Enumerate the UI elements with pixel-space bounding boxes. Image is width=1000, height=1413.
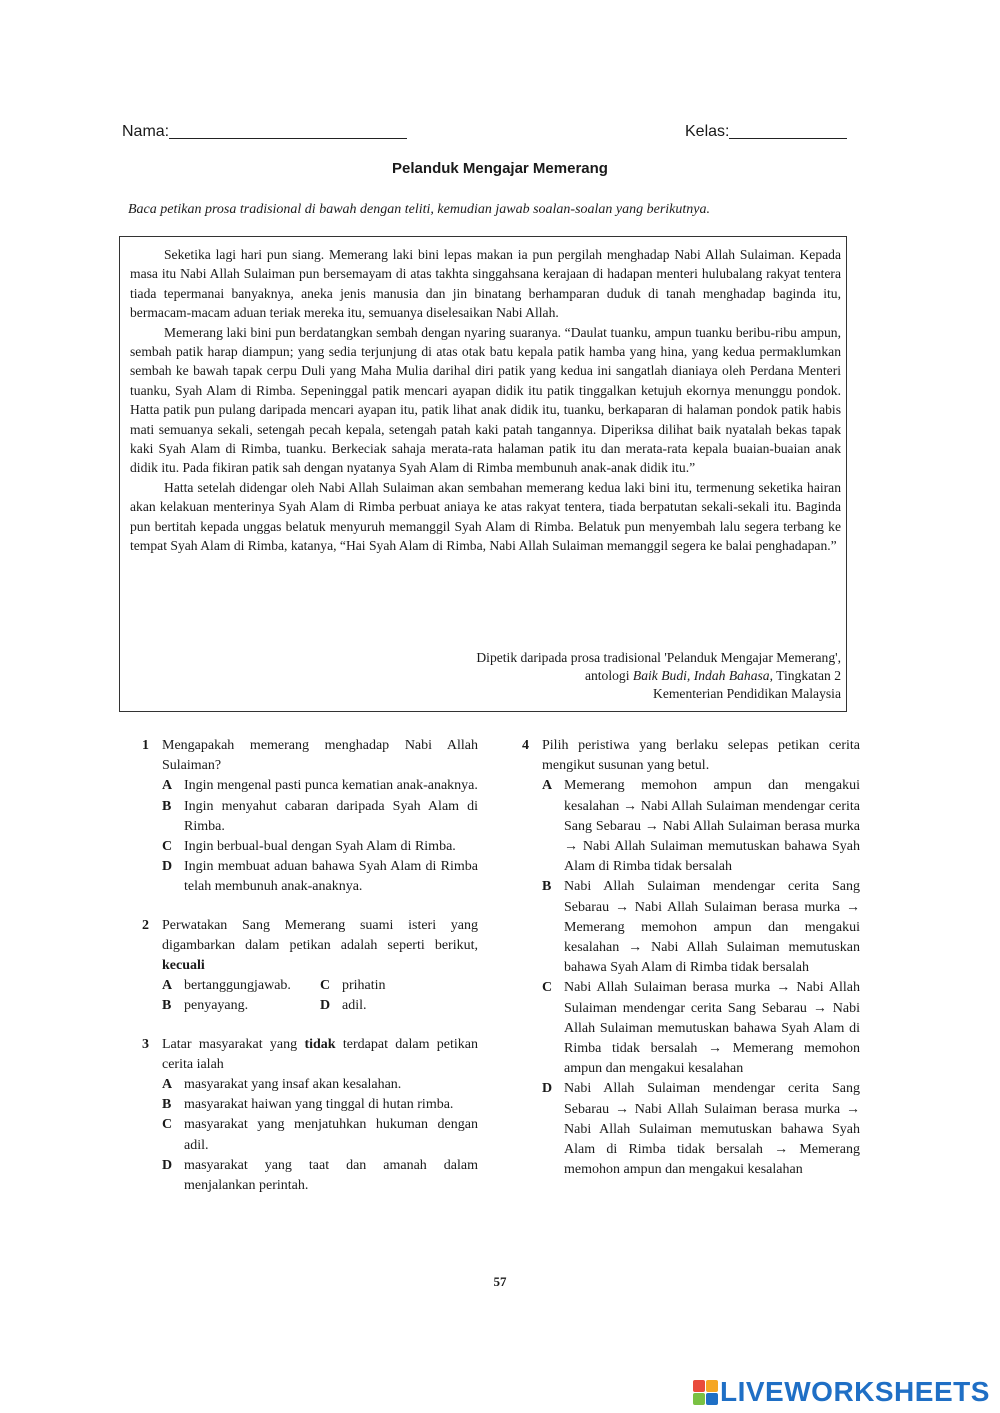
class-field	[685, 122, 847, 141]
citation-line: Kementerian Pendidikan Malaysia	[653, 686, 841, 701]
citation-book-title: Baik Budi, Indah Bahasa	[632, 668, 770, 683]
logo-square	[706, 1393, 718, 1405]
logo-square	[693, 1393, 705, 1405]
citation-line: antologi Baik Budi, Indah Bahasa, Tingkatan 2	[584, 668, 841, 683]
option-a[interactable]: A Memerang memohon ampun dan mengakui kesalahan → Nabi Allah Sulaiman mendengar cerita Sang Sebarau → Nabi Allah Sulaiman berasa murka → Nabi Allah Sulaiman memutuskan bahawa Syah Alam di Rimba tidak bersalah	[542, 778, 860, 875]
logo-square	[706, 1380, 718, 1392]
question-number: 3	[142, 1036, 149, 1052]
question-3	[142, 1035, 478, 1197]
class-label: Kelas:	[685, 123, 730, 140]
passage-paragraph: Memerang laki bini pun berdatangkan sembah dengan nyaring suaranya. “Daulat tuanku, ampun tuanku beribu-ribu ampun, sembah patik harap diampun; yang sedia terjunjung di atas otak batu kepala patik hamba yang hina, yang kedua permaklumkan sembah ke bawah tapak cerpu Duli yang Maha Mulia darihal diri patik yang kedua ini sangatlah dianiaya oleh Perdana Menteri tuanku, Syah Alam di Rimba. Sepeninggal patik mencari ayapan didik itu patik tinggalkan ketujuh ekornya menunggu pondok. Hatta patik pun pulang daripada mencari ayapan itu, patik lihat anak didik itu, tuanku, berkaparan di halaman pondok patik habis mati semuanya sekali, setengah pecah kepala, setengah patah kaki patah tangannya. Diperiksa dilihat baik nyatalah bekas tapak kaki Syah Alam di Rimba, tuanku. Berkeciak sahaja merata-rata halaman patik itu dan merata-rata kepala buaian-buaian anak didik itu. Pada fikiran patik sah dengan nyatanya Syah Alam di Rimba membunuh anak-anak didik itu.”	[130, 324, 841, 476]
passage-citation	[476, 649, 841, 703]
liveworksheets-logo-icon	[693, 1380, 718, 1405]
option-d[interactable]: D Nabi Allah Sulaiman mendengar cerita Sang Sebarau → Nabi Allah Sulaiman berasa murka → Nabi Allah Sulaiman memutuskan bahawa Syah Alam di Rimba tidak bersalah → Memerang memohon ampun dan mengakui kesalahan	[542, 1081, 860, 1178]
question-number: 1	[142, 738, 149, 753]
questions-left-column	[142, 736, 478, 1196]
option-a[interactable]: A masyarakat yang insaf akan kesalahan.	[162, 1077, 402, 1093]
passage-paragraph: Seketika lagi hari pun siang. Memerang laki bini lepas makan ia pun pergilah menghadap Nabi Allah Sulaiman. Kepada masa itu Nabi Allah Sulaiman pun bersemayam di atas takhta singgahsana kerajaan di hadapan menteri hulubalang rakyat tentera tiada tepermanai banyaknya, aneka jenis manusia dan jin binatang berhamparan duduk di tanah menghadap baginda itu, bermacam-macam aduan teriak mereka itu, semuanya diselesaikan Nabi Allah.	[130, 247, 841, 321]
option-d[interactable]: D masyarakat yang taat dan amanah dalam menjalankan perintah.	[162, 1157, 478, 1194]
option-b[interactable]: B masyarakat haiwan yang tinggal di hutan rimba.	[162, 1097, 454, 1113]
option-c[interactable]: C prihatin	[320, 978, 386, 994]
name-label: Nama:	[122, 123, 170, 140]
question-emphasis: kecuali	[162, 958, 205, 974]
option-a[interactable]: A Ingin mengenal pasti punca kematian anak-anaknya.	[162, 778, 478, 794]
passage-box	[119, 236, 847, 712]
question-stem: Perwatakan Sang Memerang suami isteri yang digambarkan dalam petikan adalah seperti berikut, kecuali	[162, 917, 478, 974]
page-number: 57	[493, 1274, 507, 1289]
question-1	[142, 736, 478, 898]
option-c[interactable]: C Nabi Allah Sulaiman berasa murka → Nabi Allah Sulaiman mendengar cerita Sang Sebarau → Nabi Allah Sulaiman memutuskan bahawa Syah Alam di Rimba tidak bersalah → Memerang memohon ampun dan mengakui kesalahan	[542, 980, 860, 1077]
option-b[interactable]: B Nabi Allah Sulaiman mendengar cerita Sang Sebarau → Nabi Allah Sulaiman berasa murka → Memerang memohon ampun dan mengakui kesalahan → Nabi Allah Sulaiman memutuskan bahawa Syah Alam di Rimba tidak bersalah	[542, 879, 860, 976]
question-emphasis: tidak	[304, 1036, 336, 1052]
question-stem: Mengapakah memerang menghadap Nabi Allah Sulaiman?	[162, 738, 478, 774]
citation-line: Dipetik daripada prosa tradisional 'Pelanduk Mengajar Memerang',	[476, 650, 841, 665]
question-number: 2	[142, 917, 149, 933]
option-d[interactable]: D Ingin membuat aduan bahawa Syah Alam di Rimba telah membunuh anak-anaknya.	[162, 859, 478, 895]
question-4	[522, 736, 860, 1180]
name-field	[122, 122, 407, 141]
liveworksheets-logo	[693, 1376, 990, 1408]
question-stem: Latar masyarakat yang tidak terdapat dalam petikan cerita ialah	[162, 1036, 478, 1072]
logo-text: LIVEWORKSHEETS	[720, 1376, 990, 1407]
question-2	[142, 916, 478, 1017]
page-title: Pelanduk Mengajar Memerang	[392, 160, 608, 177]
questions-right-column	[522, 736, 860, 1180]
option-c[interactable]: C masyarakat yang menjatuhkan hukuman dengan adil.	[162, 1117, 478, 1153]
logo-square	[693, 1380, 705, 1392]
class-blank-line[interactable]	[729, 122, 847, 139]
passage-paragraph: Hatta setelah didengar oleh Nabi Allah Sulaiman akan sembahan memerang kedua laki bini itu, termenung seketika hairan akan kelakuan menterinya Syah Alam di Rimba perbuat aniaya ke atas rakyat tentera, tiada berpatutan sekali-sekali itu. Baginda pun bertitah kepada unggas belatuk menyuruh memanggil Syah Alam di Rimba. Belatuk pun menyembah lalu segera terbang ke tempat Syah Alam di Rimba, katanya, “Hai Syah Alam di Rimba, Nabi Allah Sulaiman memanggil segera ke balai penghadapan.”	[130, 479, 841, 554]
question-stem: Pilih peristiwa yang berlaku selepas petikan cerita mengikut susunan yang betul.	[542, 738, 860, 774]
option-d[interactable]: D adil.	[320, 998, 367, 1014]
instruction-text: Baca petikan prosa tradisional di bawah dengan teliti, kemudian jawab soalan-soalan yang berikutnya.	[128, 202, 710, 217]
option-b[interactable]: B penyayang.	[162, 998, 249, 1014]
name-blank-line[interactable]	[169, 122, 407, 139]
option-c[interactable]: C Ingin berbual-bual dengan Syah Alam di Rimba.	[162, 839, 456, 855]
options-grid	[162, 976, 478, 1016]
question-number: 4	[522, 738, 529, 753]
option-a[interactable]: A bertanggungjawab.	[162, 978, 291, 994]
option-b[interactable]: B Ingin menyahut cabaran daripada Syah Alam di Rimba.	[162, 798, 478, 834]
